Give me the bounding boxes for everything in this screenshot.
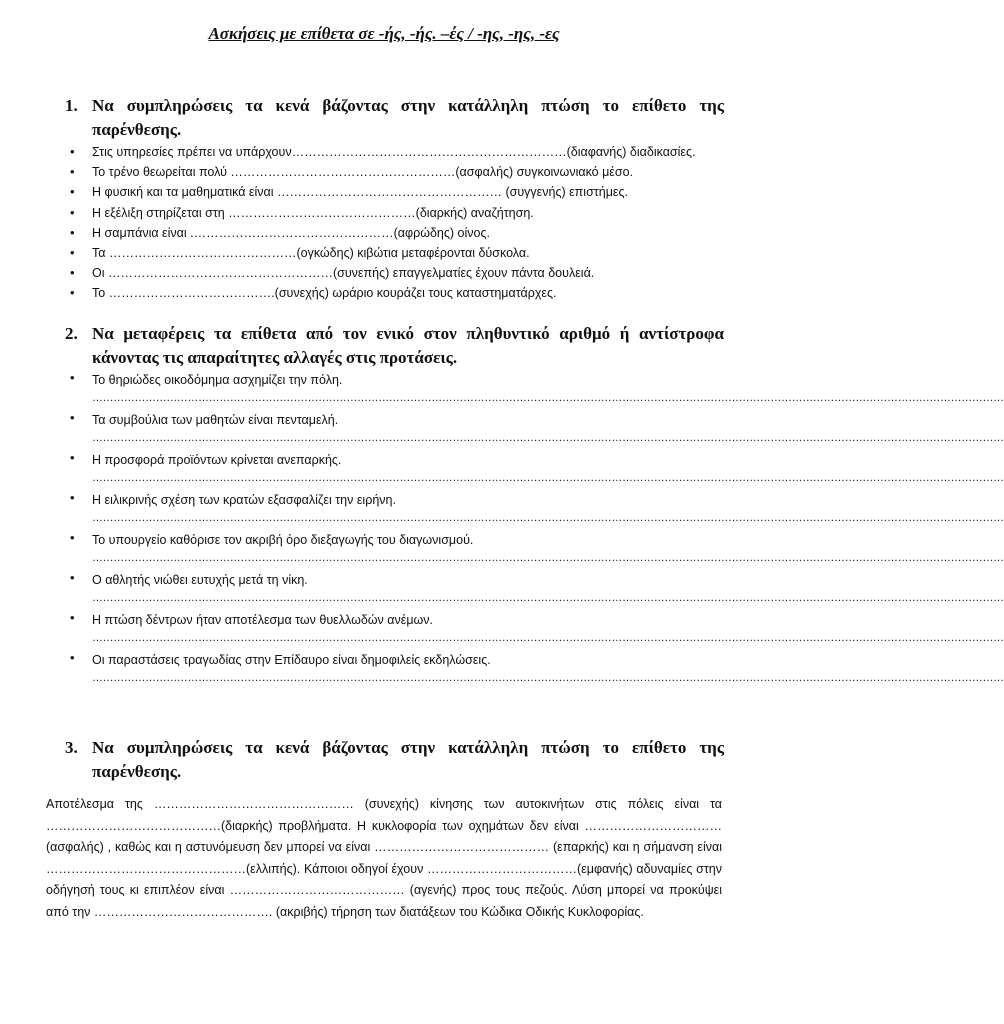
answer-line: …………………………………………………………………………………………………………………………………………………………………………………………………………………………………… (92, 632, 1004, 644)
answer-line: …………………………………………………………………………………………………………………………………………………………………………………………………………………………………… (92, 552, 1004, 564)
page-title: Ασκήσεις με επίθετα σε -ής, -ής. –ές / -ης, -ης, -ες (208, 24, 560, 43)
list-item: • Το ………………………………….(συνεχής) ωράριο κουράζει τους καταστηματάρχες. (70, 283, 710, 303)
list-item: • Η εξέλιξη στηρίζεται στη ………………………………………(διαρκής) αναζήτηση. (70, 203, 710, 223)
answer-line: …………………………………………………………………………………………………………………………………………………………………………………………………………………………………… (92, 592, 1004, 604)
sentence: • Η ειλικρινής σχέση των κρατών εξασφαλίζει την ειρήνη. (92, 493, 396, 507)
exercise-1-heading (65, 94, 724, 142)
list-item (70, 450, 1004, 490)
exercise-3-paragraph: Αποτέλεσμα της ………………………………………… (συνεχής) κίνησης των αυτοκινήτων στις πόλεις είναι τα ……………………………………(διαρκής) προβλήματα. Η κυκλοφορία των οχημάτων δεν είναι ……………………………(ασφαλής) , καθώς και η αστυνόμευση δεν μπορεί να είναι …………………………………… (επαρκής) και η σήμανση είναι …………………………………………(ελλιπής). Κάποιοι οδηγοί έχουν ………………………………(εμφανής) αδυναμίες στην οδήγησή τους κι επιπλέον είναι …………………………………… (αγενής) προς τους πεζούς. Λύση μπορεί να προκύψει από την ……………………………………. (ακριβής) τήρηση των διατάξεων του Κώδικα Οδικής Κυκλοφορίας. (46, 797, 722, 919)
exercise-3-number: 3. (65, 738, 78, 757)
list-item (70, 530, 1004, 570)
exercise-1-list (70, 142, 710, 304)
list-item: • Οι ………………………………………………(συνεπής) επαγγελματίες έχουν πάντα δουλειά. (70, 263, 710, 283)
exercise-2-instruction: Να μεταφέρεις τα επίθετα από τον ενικό στον πληθυντικό αριθμό ή αντίστροφα κάνοντας τις απαραίτητες αλλαγές στις προτάσεις. (92, 324, 724, 367)
list-item: • Τα ………………………………………(ογκώδης) κιβώτια μεταφέρονται δύσκολα. (70, 243, 710, 263)
list-item (70, 410, 1004, 450)
list-item (70, 570, 1004, 610)
sentence: • Ο αθλητής νιώθει ευτυχής μετά τη νίκη. (92, 573, 308, 587)
list-item (70, 610, 1004, 650)
sentence: • Η προσφορά προϊόντων κρίνεται ανεπαρκής. (92, 453, 342, 467)
sentence: • Το θηριώδες οικοδόμημα ασχημίζει την πόλη. (92, 373, 343, 387)
exercise-1-number: 1. (65, 96, 78, 115)
exercise-2-number: 2. (65, 324, 78, 343)
list-item: • Η φυσική και τα μαθηματικά είναι ……………………………………………… (συγγενής) επιστήμες. (70, 182, 710, 202)
answer-line: …………………………………………………………………………………………………………………………………………………………………………………………………………………………………… (92, 672, 1004, 684)
list-item (70, 370, 1004, 410)
sentence: • Η πτώση δέντρων ήταν αποτέλεσμα των θυελλωδών ανέμων. (92, 613, 434, 627)
exercise-3-instruction: Να συμπληρώσεις τα κενά βάζοντας στην κατάλληλη πτώση το επίθετο της παρένθεσης. (92, 738, 724, 781)
answer-line: …………………………………………………………………………………………………………………………………………………………………………………………………………………………………… (92, 432, 1004, 444)
exercise-2-list (70, 370, 1004, 690)
list-item: • Στις υπηρεσίες πρέπει να υπάρχουν…………………………………………………………(διαφανής) διαδικασίες. (70, 142, 710, 162)
answer-line: …………………………………………………………………………………………………………………………………………………………………………………………………………………………………… (92, 472, 1004, 484)
exercise-1-instruction: Να συμπληρώσεις τα κενά βάζοντας στην κατάλληλη πτώση το επίθετο της παρένθεσης. (92, 96, 724, 139)
list-item: • Η σαμπάνια είναι .…………………………………………(αφρώδης) οίνος. (70, 223, 710, 243)
list-item (70, 650, 1004, 690)
list-item: • Το τρένο θεωρείται πολύ ………………………………………………(ασφαλής) συγκοινωνιακό μέσο. (70, 162, 710, 182)
sentence: • Οι παραστάσεις τραγωδίας στην Επίδαυρο είναι δημοφιλείς εκδηλώσεις. (92, 653, 491, 667)
answer-line: …………………………………………………………………………………………………………………………………………………………………………………………………………………………………… (92, 392, 1004, 404)
sentence: • Τα συμβούλια των μαθητών είναι πενταμελή. (92, 413, 339, 427)
list-item (70, 490, 1004, 530)
exercise-2-heading (65, 322, 724, 370)
answer-line: …………………………………………………………………………………………………………………………………………………………………………………………………………………………………… (92, 512, 1004, 524)
exercise-3-heading (65, 736, 724, 784)
sentence: • Το υπουργείο καθόρισε τον ακριβή όρο διεξαγωγής του διαγωνισμού. (92, 533, 474, 547)
